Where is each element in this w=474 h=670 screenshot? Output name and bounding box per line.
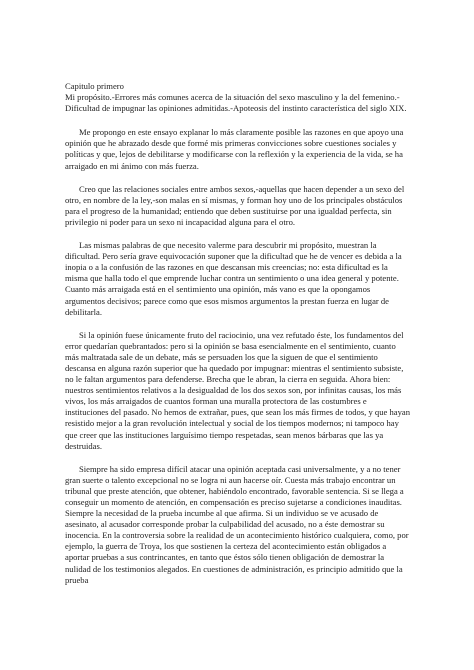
chapter-label: Capitulo primero (65, 81, 124, 91)
paragraph: Creo que las relaciones sociales entre ambos sexos,-aquellas que hacen depender a un sexo del otro, en nombre de la ley,-son malas en sí mismas, y forman hoy uno de los principales obstáculos para el progreso de la humanidad; entiendo que deben sustituirse por una igualdad perfecta, sin privilegio ni poder para un sexo ni incapacidad alguna para el otro. (65, 183, 405, 227)
chapter-summary: Mi propósito.-Errores más comunes acerca de la situación del sexo masculino y la del femenino.-Dificultad de impugnar las opiniones admitidas.-Apoteosis del instinto característica del siglo XIX. (65, 92, 407, 114)
document-body (65, 81, 410, 586)
paragraph: Si la opinión fuese únicamente fruto del raciocinio, una vez refutado éste, los fundamentos del error quedarían quebrantados: pero si la opinión se basa esencialmente en el sentimiento, cuanto más maltratada sale de un debate, más se persuaden los que la siguen de que el sentimiento descansa en alguna razón superior que ha quedado por impugnar: mientras el sentimiento subsiste, no le faltan argumentos para defenderse. Brecha que le abran, la cierra en seguida. Ahora bien: nuestros sentimientos relativos a la desigualdad de los dos sexos son, por infinitas causas, los más vivos, los más arraigados de cuantos forman una muralla protectora de las costumbres e instituciones del pasado. No hemos de extrañar, pues, que sean los más firmes de todos, y que hayan resistido mejor a la gran revolución intelectual y social de los tiempos modernos; ni tampoco hay que creer que las instituciones larguísimo tiempo respetadas, sean menos bárbaras que las ya destruidas. (65, 329, 410, 451)
paragraph: Las mismas palabras de que necesito valerme para descubrir mi propósito, muestran la dificultad. Pero sería grave equivocación suponer que la dificultad que he de vencer es debida a la inopia o a la confusión de las razones en que descansan mis creencias; no: esta dificultad es la misma que halla todo el que emprende luchar contra un sentimiento o una idea general y potente. Cuanto más arraigada está en el sentimiento una opinión, más vano es que la opongamos argumentos decisivos; parece como que esos mismos argumentos la prestan fuerza en lugar de debilitarla. (65, 240, 402, 317)
paragraph: Siempre ha sido empresa difícil atacar una opinión aceptada casi universalmente, y a no tener gran suerte o talento excepcional no se logra ni aun hacerse oír. Cuesta más trabajo encontrar un tribunal que preste atención, que obtener, habiéndolo encontrado, favorable sentencia. Si se llega a conseguir un momento de atención, en compensación es preciso sujetarse a condiciones inauditas. Siempre la necesidad de la prueba incumbe al que afirma. Si un individuo se ve acusado de asesinato, al acusador corresponde probar la culpabilidad del acusado, no a éste demostrar su inocencia. En la controversia sobre la realidad de un acontecimiento histórico cualquiera, como, por ejemplo, la guerra de Troya, los que sostienen la certeza del acontecimiento están obligados a aportar pruebas a sus contrincantes, en tanto que éstos sólo tienen obligación de demostrar la nulidad de los testimonios alegados. En cuestiones de administración, es principio admitido que la prueba (65, 463, 409, 585)
chapter-heading (65, 81, 410, 114)
paragraph: Me propongo en este ensayo explanar lo más claramente posible las razones en que apoyo una opinión que he abrazado desde que formé mis primeras convicciones sobre cuestiones sociales y políticas y que, lejos de debilitarse y modificarse con la reflexión y la experiencia de la vida, se ha arraigado en mi ánimo con más fuerza. (65, 127, 404, 171)
